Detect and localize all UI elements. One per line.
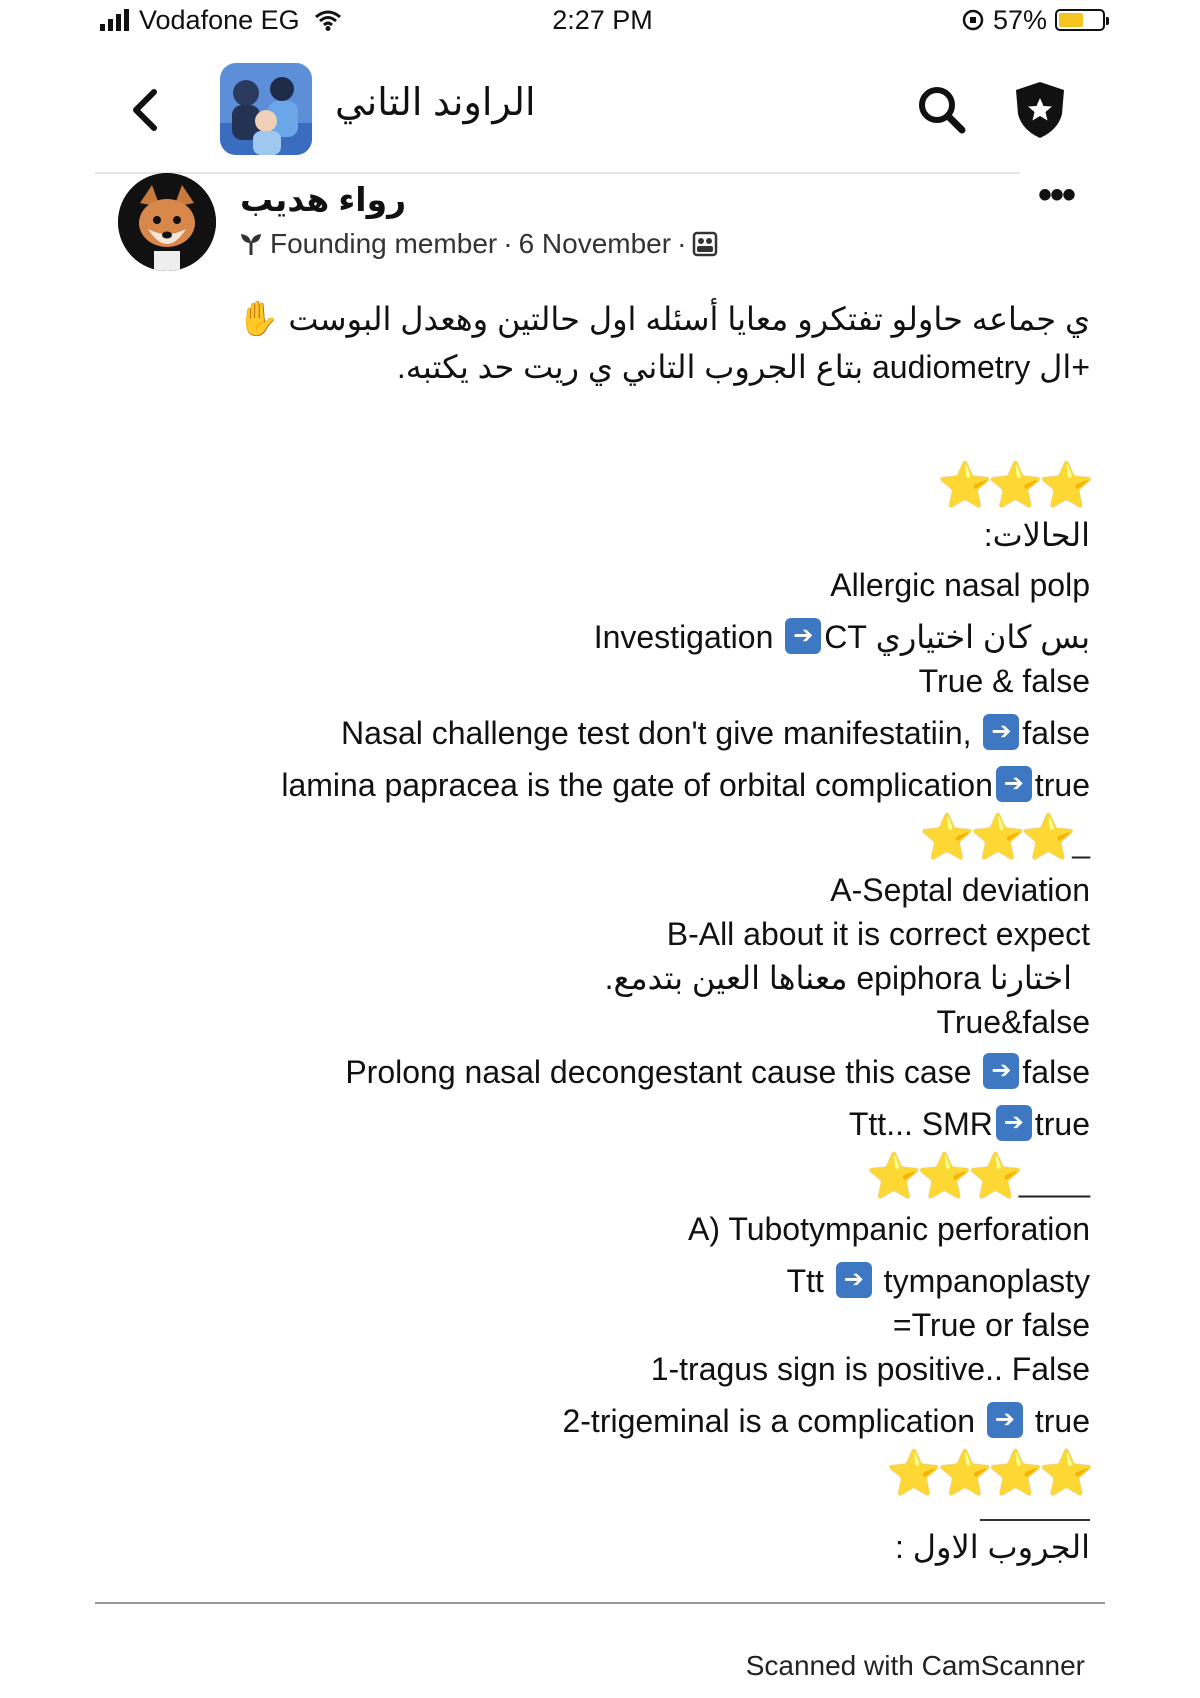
intro-text-1: ي جماعه حاولو تفتكرو معايا أسئله اول حالتين وهعدل البوست — [288, 301, 1090, 337]
group-photo-icon — [220, 63, 312, 155]
treatment-answer: tympanoplasty — [883, 1263, 1090, 1299]
case-3-tf-heading: =True or false — [892, 1307, 1090, 1343]
wifi-icon — [314, 9, 342, 31]
case-3-title: A) Tubotympanic perforation — [688, 1211, 1090, 1247]
sprout-icon — [238, 231, 264, 257]
question-text: 2-trigeminal is a complication — [562, 1403, 976, 1439]
stars-divider-1: ⭐⭐⭐ — [937, 461, 1090, 510]
post-body — [150, 295, 1090, 1569]
signal-icon — [100, 9, 129, 31]
shield-star-icon — [1010, 78, 1070, 142]
case-3-question-2 — [150, 1399, 1090, 1443]
group-name[interactable]: الراوند التاني — [335, 82, 536, 124]
battery-icon — [1055, 9, 1105, 31]
clock: 2:27 PM — [552, 4, 653, 35]
post-date[interactable]: 6 November — [518, 228, 672, 259]
case-3-question-1: 1-tragus sign is positive.. False — [650, 1351, 1090, 1387]
scanner-watermark: Scanned with CamScanner — [745, 1650, 1085, 1681]
fox-avatar-icon — [118, 173, 216, 271]
answer-text: false — [1022, 1054, 1090, 1090]
battery-percent: 57% — [992, 4, 1047, 35]
member-badge: Founding member — [270, 228, 498, 259]
post-bottom-divider — [95, 1602, 1105, 1604]
orientation-lock-icon — [961, 8, 985, 32]
case-1-question-2 — [150, 763, 1090, 807]
case-3-treatment — [150, 1259, 1090, 1303]
intro-line-2: +ال audiometry بتاع الجروب التاني ي ريت حد يكتبه. — [396, 349, 1090, 385]
right-arrow-icon — [996, 1105, 1032, 1141]
more-options-button[interactable]: ••• — [1038, 173, 1075, 217]
cases-heading: الحالات: — [983, 517, 1090, 553]
case-1-tf-heading: True & false — [918, 663, 1090, 699]
raised-hand-icon: ✋ — [237, 300, 280, 338]
group-avatar[interactable] — [220, 63, 312, 155]
answer-text: true — [1034, 1106, 1090, 1142]
status-left — [100, 5, 342, 36]
case-2-question-2 — [150, 1102, 1090, 1146]
case-2-epiphora: اختارنا epiphora معناها العين بتدمع. — [604, 960, 1072, 996]
right-arrow-icon — [987, 1402, 1023, 1438]
section-rule — [980, 1519, 1090, 1521]
search-icon — [914, 82, 970, 138]
meta-separator: · — [677, 228, 687, 259]
first-group-heading: الجروب الاول : — [894, 1529, 1090, 1565]
case-2-title: A-Septal deviation — [830, 872, 1090, 908]
author-name[interactable]: رواء هديب — [240, 181, 407, 218]
case-2-b: B-All about it is correct expect — [666, 916, 1090, 952]
treatment-label: Ttt — [786, 1263, 824, 1299]
author-avatar[interactable] — [118, 173, 216, 271]
search-button[interactable] — [914, 82, 970, 138]
case-1-investigation — [150, 615, 1090, 659]
back-button[interactable] — [120, 80, 170, 140]
question-text: Ttt... SMR — [848, 1106, 993, 1142]
case-1-title: Allergic nasal polp — [830, 567, 1090, 603]
chevron-left-icon — [130, 88, 160, 132]
right-arrow-icon — [996, 766, 1032, 802]
answer-text: false — [1022, 715, 1090, 751]
question-text: Prolong nasal decongestant cause this case — [345, 1054, 972, 1090]
investigation-label: Investigation — [593, 619, 774, 655]
question-text: Nasal challenge test don't give manifestatiin, — [341, 715, 972, 751]
status-bar — [100, 0, 1105, 40]
stars-divider-2: ⭐⭐⭐_ — [919, 813, 1090, 862]
meta-separator: · — [503, 228, 513, 259]
members-visibility-icon — [692, 231, 718, 257]
investigation-answer: بس كان اختياري CT — [824, 619, 1090, 655]
right-arrow-icon — [983, 1053, 1019, 1089]
question-text: lamina papracea is the gate of orbital complication — [281, 767, 993, 803]
group-header — [95, 60, 1105, 160]
admin-shield-button[interactable] — [1010, 78, 1070, 142]
case-2-tf-heading: True&false — [936, 1004, 1090, 1040]
right-arrow-icon — [785, 618, 821, 654]
answer-text: true — [1034, 767, 1090, 803]
status-right — [961, 5, 1105, 36]
answer-text: true — [1034, 1403, 1090, 1439]
post-meta — [238, 228, 718, 260]
stars-divider-3: ⭐⭐⭐____ — [866, 1152, 1090, 1201]
header-divider — [95, 172, 1020, 174]
right-arrow-icon — [983, 714, 1019, 750]
case-1-question-1 — [150, 711, 1090, 755]
case-2-question-1 — [150, 1050, 1090, 1094]
right-arrow-icon — [836, 1262, 872, 1298]
intro-line-1 — [150, 295, 1090, 343]
stars-divider-4: ⭐⭐⭐⭐ — [886, 1449, 1090, 1498]
carrier-label: Vodafone EG — [139, 4, 300, 35]
battery-fill — [1059, 13, 1083, 27]
